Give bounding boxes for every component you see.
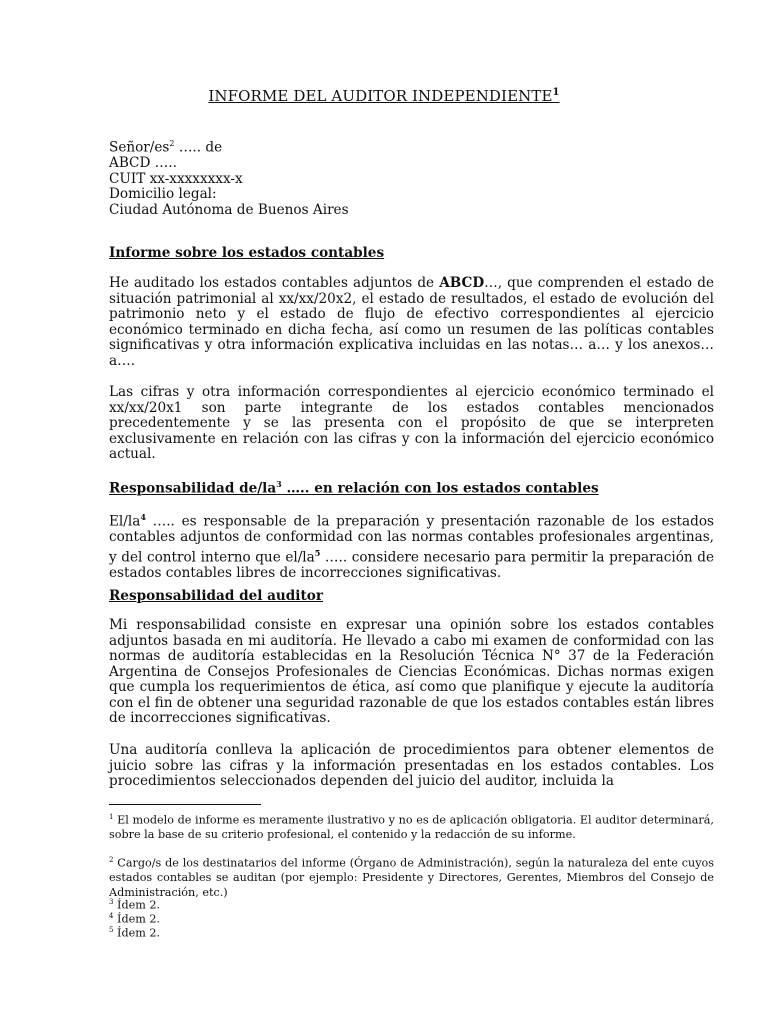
paragraph-management-responsibility: $El/la^4$ ….. es responsable de la preparación y presentación razonable de los estados contables adjuntos de conformidad con las normas contables profesionales argentinas, y del control interno que $el/la^5$ ….. considere necesario para permitir la preparación de estados contables libres de incorrecciones significativas. — [109, 512, 714, 581]
address-line-company: ABCD ….. — [109, 155, 177, 172]
recipient-address — [109, 136, 349, 219]
footnote-2: $^2$ Cargo/s de los destinatarios del informe (Órgano de Administración), según la naturaleza del ente cuyos estados contables se auditan (por ejemplo: Presidente y Directores, Gerentes, Miembros del Consejo de Administración, etc.) — [109, 856, 714, 899]
section-heading-management-responsibility: Responsabilidad $de/la^3$ ….. en relación con los estados contables — [109, 479, 599, 497]
footnote-3: $^3$ Ídem 2. — [109, 898, 161, 912]
paragraph-audit-procedures: Una auditoría conlleva la aplicación de procedimientos para obtener elementos de juicio sobre las cifras y la información presentadas en los estados contables. Los procedimientos seleccionados dependen del juicio del auditor, incluida la — [109, 742, 714, 789]
footnote-5: $^5$ Ídem 2. — [109, 926, 161, 940]
recipient-footnote-ref: 2 — [169, 139, 175, 148]
address-line-cuit: CUIT xx-xxxxxxxx-x — [109, 170, 243, 187]
paragraph-scope: He auditado los estados contables adjuntos de ABCD…, que comprenden el estado de situación patrimonial al xx/xx/20x2, el estado de resultados, el estado de evolución del patrimonio neto y el estado de flujo de efectivo correspondientes al ejercicio económico terminado en dicha fecha, así como un resumen de las políticas contables significativas y otra información explicativa incluidas en las notas… a… y los anexos… a…. — [109, 275, 714, 369]
address-line-city: Ciudad Autónoma de Buenos Aires — [109, 201, 349, 218]
section-heading-report: Informe sobre los estados contables — [109, 245, 385, 261]
footnote-separator — [109, 804, 261, 805]
section-heading-auditor-responsibility: Responsabilidad del auditor — [109, 588, 323, 604]
company-name: ABCD — [439, 275, 485, 291]
address-line-recipient: Señor/$es^2$ ….. de — [109, 139, 223, 156]
title-footnote-ref: 1 — [552, 87, 560, 98]
document-title: INFORME DEL AUDITOR INDEPENDIENTE$^1$ — [208, 87, 560, 105]
paragraph-comparative: Las cifras y otra información correspondientes al ejercicio económico terminado el xx/xx/20x1 son parte integrante de los estados contables mencionados precedentemente y se las presenta con el propósito de que se interpreten exclusivamente en relación con las cifras y con la información del ejercicio económico actual. — [109, 384, 714, 462]
footnote-4: $^4$ Ídem 2. — [109, 912, 161, 926]
address-line-domicile: Domicilio legal: — [109, 186, 217, 203]
footnote-1: $^1$ El modelo de informe es meramente ilustrativo y no es de aplicación obligatoria. El auditor determinará, sobre la base de su criterio profesional, el contenido y la redacción de su informe. — [109, 813, 714, 842]
paragraph-auditor-responsibility: Mi responsabilidad consiste en expresar una opinión sobre los estados contables adjuntos basada en mi auditoría. He llevado a cabo mi examen de conformidad con las normas de auditoría establecidas en la Resolución Técnica N° 37 de la Federación Argentina de Consejos Profesionales de Ciencias Económicas. Dichas normas exigen que cumpla los requerimientos de ética, así como que planifique y ejecute la auditoría con el fin de obtener una seguridad razonable de que los estados contables están libres de incorrecciones significativas. — [109, 617, 714, 726]
